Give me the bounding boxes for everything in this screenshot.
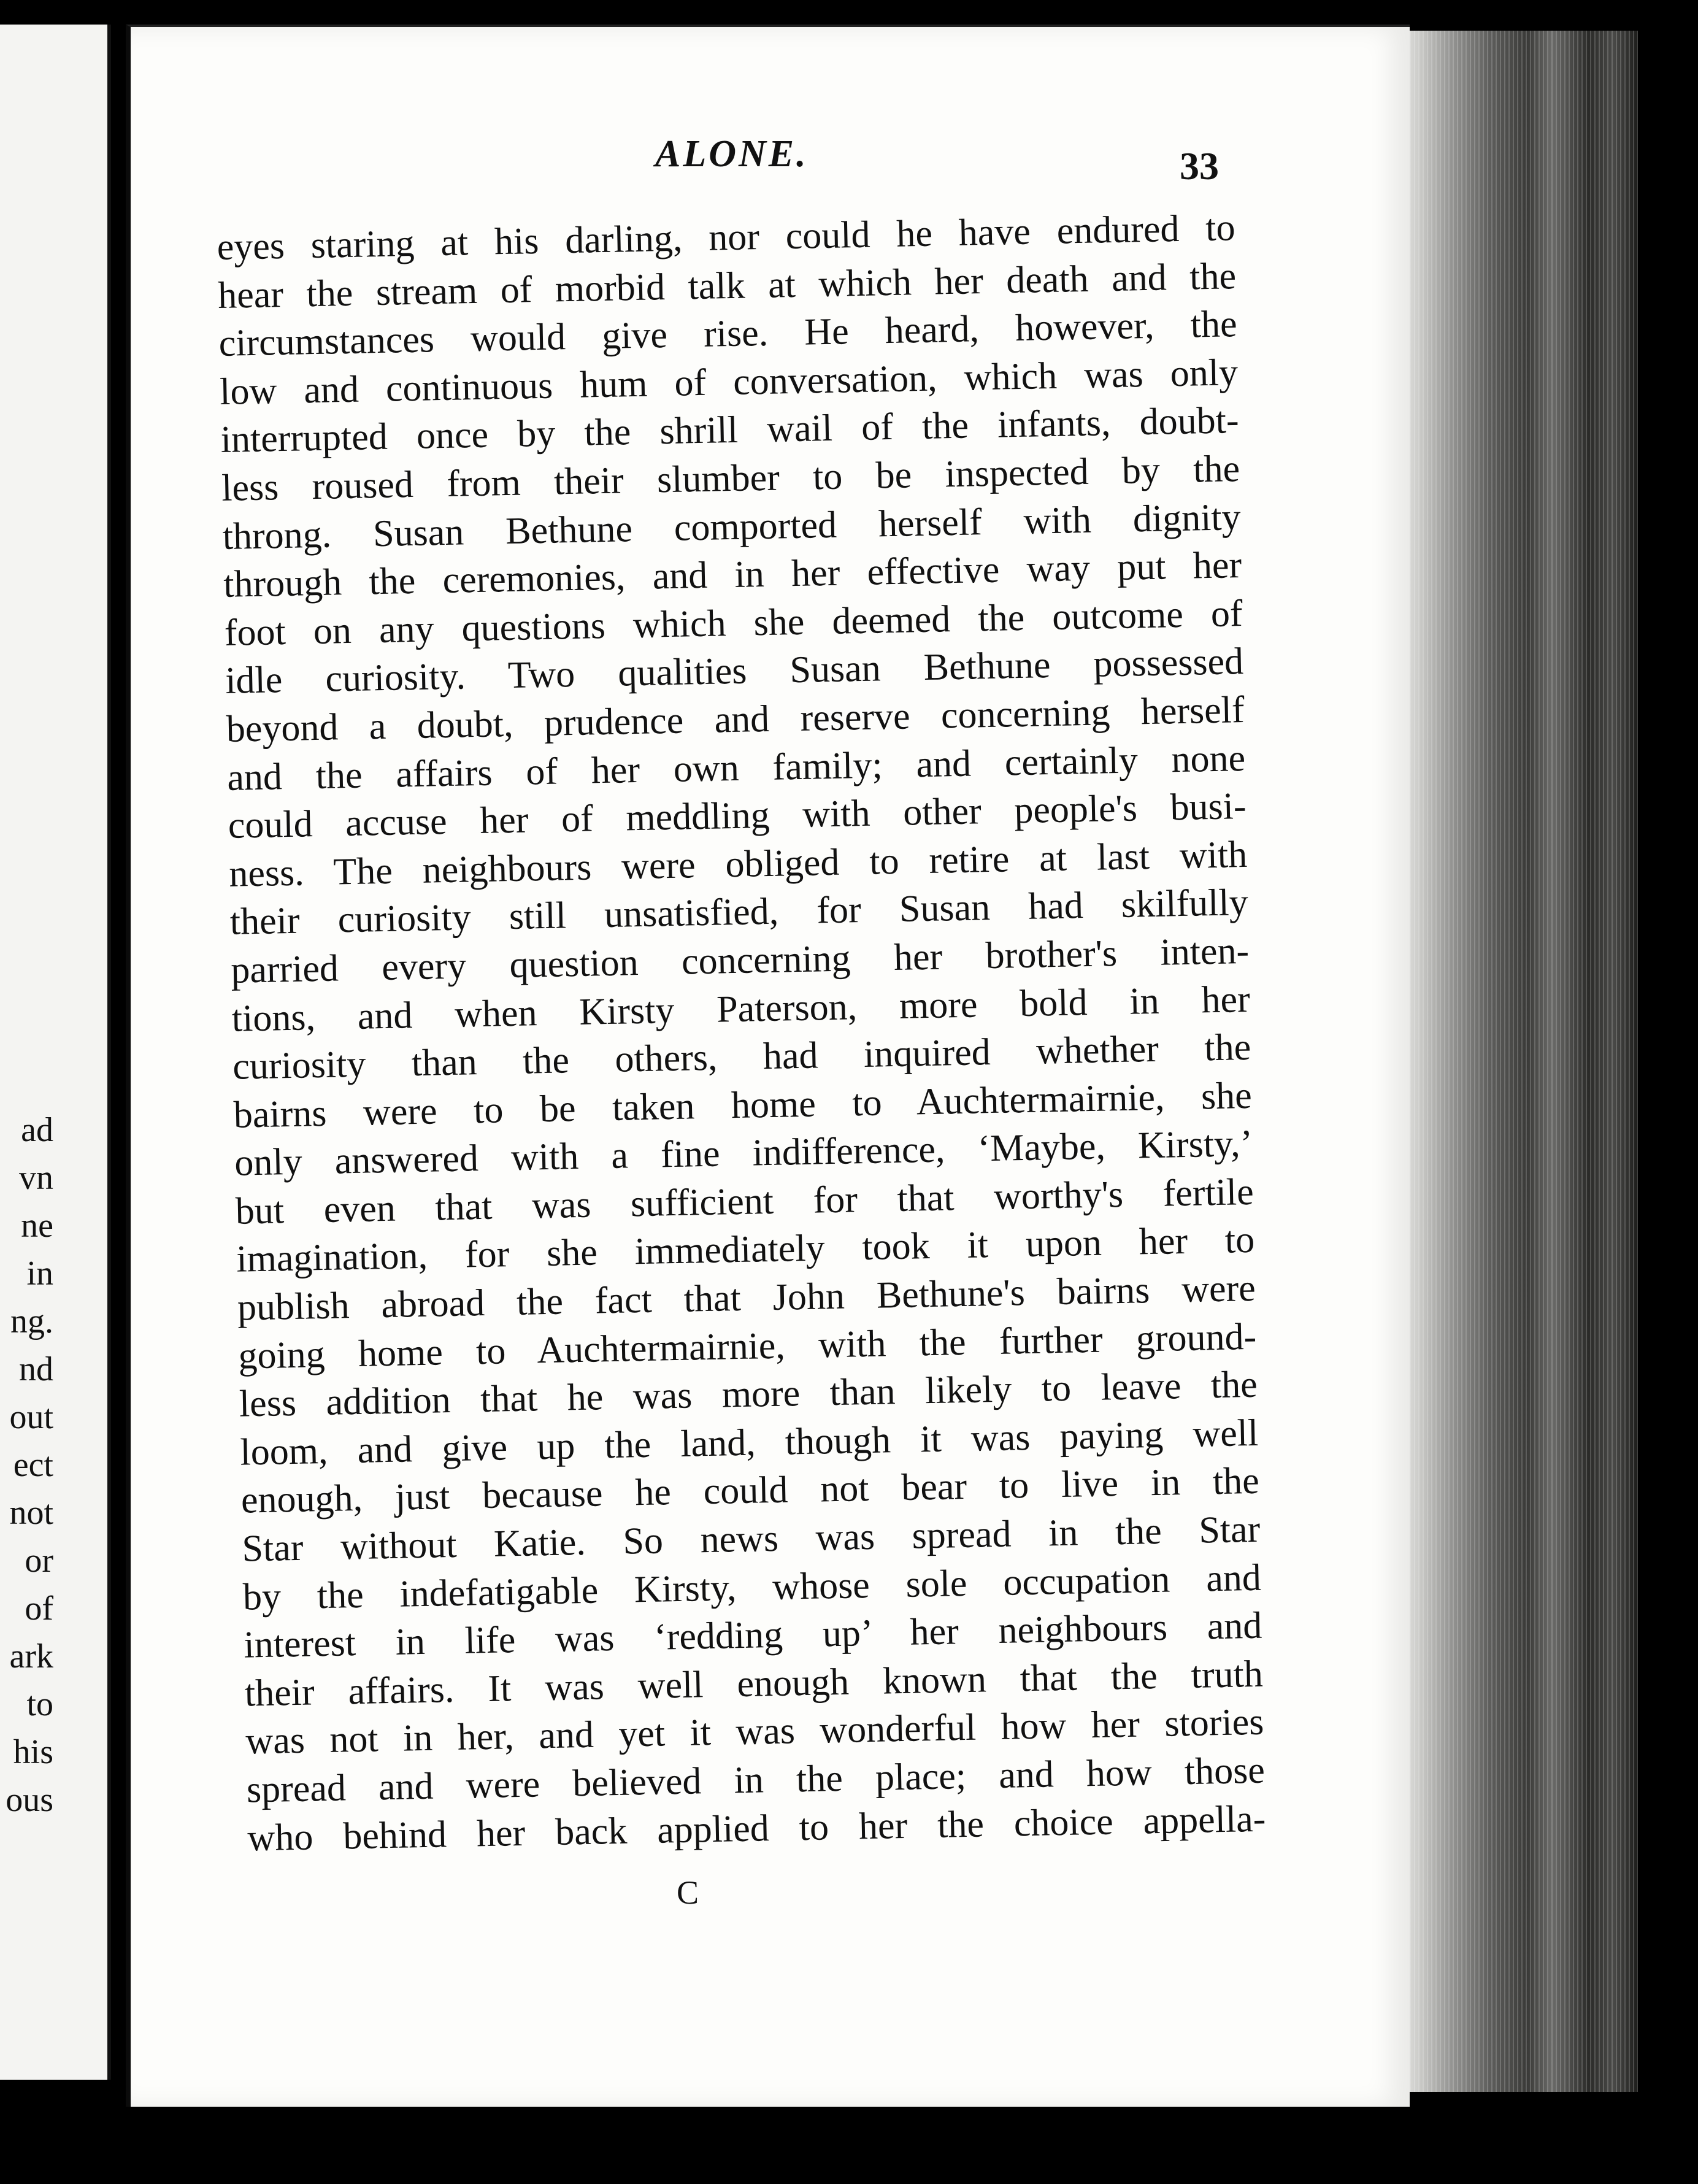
text-line: beyond a doubt, prudence and reserve concerning herself [226, 688, 1245, 750]
text-line: low and continuous hum of conversation, which was only [219, 351, 1239, 413]
text-line: interrupted once by the shrill wail of the infants, doubt- [220, 399, 1240, 461]
signature-mark: C [677, 1874, 699, 1911]
text-line: less roused from their slumber to be inspected by the [221, 448, 1240, 509]
text-line: bairns were to be taken home to Auchtermairnie, she [233, 1074, 1253, 1136]
text-line: could accuse her of meddling with other people's busi- [228, 785, 1247, 847]
text-line: their affairs. It was well enough known that the truth [244, 1653, 1264, 1715]
text-line: only answered with a fine indifference, ‘Maybe, Kirsty,’ [234, 1123, 1253, 1184]
text-line: their curiosity still unsatisfied, for Susan had skilfully [229, 882, 1249, 944]
left-page-fragment: his [13, 1733, 53, 1771]
left-page-fragment: ark [9, 1637, 53, 1675]
left-facing-page [0, 25, 111, 2080]
text-line: imagination, for she immediately took it upon her to [236, 1219, 1255, 1281]
text-line: publish abroad the fact that John Bethune's bairns were [237, 1267, 1256, 1329]
page-number: 33 [1180, 144, 1219, 188]
text-line: and the affairs of her own family; and certainly none [226, 737, 1246, 799]
text-line: ness. The neighbours were obliged to retire at last with [228, 833, 1248, 895]
left-page-fragment: ect [13, 1446, 53, 1484]
text-line: curiosity than the others, had inquired whether the [232, 1026, 1251, 1088]
text-line: through the ceremonies, and in her effective way put her [223, 544, 1242, 606]
running-title: ALONE. [655, 133, 809, 175]
text-line: hear the stream of morbid talk at which her death and the [217, 255, 1237, 317]
text-line: but even that was sufficient for that worthy's fertile [235, 1171, 1254, 1232]
left-page-fragment: of [25, 1590, 53, 1628]
left-page-fragment: nd [19, 1350, 53, 1388]
page-edge-texture [1393, 31, 1638, 2092]
text-line: foot on any questions which she deemed the outcome of [224, 592, 1243, 654]
left-page-fragment: vn [19, 1159, 53, 1197]
body-text [217, 204, 1266, 1863]
left-page-fragment: or [25, 1542, 53, 1580]
left-page-fragment: not [9, 1494, 53, 1532]
left-page-fragment: ous [6, 1781, 53, 1819]
left-page-fragment: ng. [10, 1302, 53, 1340]
text-line: circumstances would give rise. He heard, however, the [218, 303, 1238, 365]
book-page [126, 25, 1410, 2107]
text-line: enough, just because he could not bear to live in the [240, 1460, 1260, 1522]
text-line: eyes staring at his darling, nor could he have endured to [217, 207, 1236, 268]
left-page-fragment: ne [21, 1207, 53, 1245]
left-page-fragment: out [9, 1398, 53, 1436]
text-line: Star without Katie. So news was spread in the Star [241, 1508, 1261, 1570]
text-line: parried every question concerning her brother's inten- [230, 929, 1250, 991]
text-line: spread and were believed in the place; and how those [246, 1749, 1266, 1811]
text-line: tions, and when Kirsty Paterson, more bold in her [231, 978, 1251, 1040]
left-page-fragment: in [26, 1255, 53, 1293]
text-line: idle curiosity. Two qualities Susan Bethune possessed [225, 640, 1244, 702]
text-line: going home to Auchtermairnie, with the further ground- [237, 1315, 1257, 1377]
left-page-fragment: ad [21, 1111, 53, 1149]
text-line: by the indefatigable Kirsty, whose sole occupation and [242, 1556, 1262, 1618]
text-line: was not in her, and yet it was wonderful how her stories [245, 1701, 1264, 1763]
text-line: who behind her back applied to her the choice appella- [247, 1798, 1266, 1859]
page-block-edges [1393, 31, 1638, 2092]
text-line: loom, and give up the land, though it was paying well [239, 1412, 1259, 1474]
left-page-fragment: to [26, 1685, 53, 1723]
text-line: interest in life was ‘redding up’ her neighbours and [243, 1604, 1262, 1666]
text-line: less addition that he was more than likely to leave the [239, 1364, 1258, 1425]
text-line: throng. Susan Bethune comported herself with dignity [222, 496, 1242, 558]
